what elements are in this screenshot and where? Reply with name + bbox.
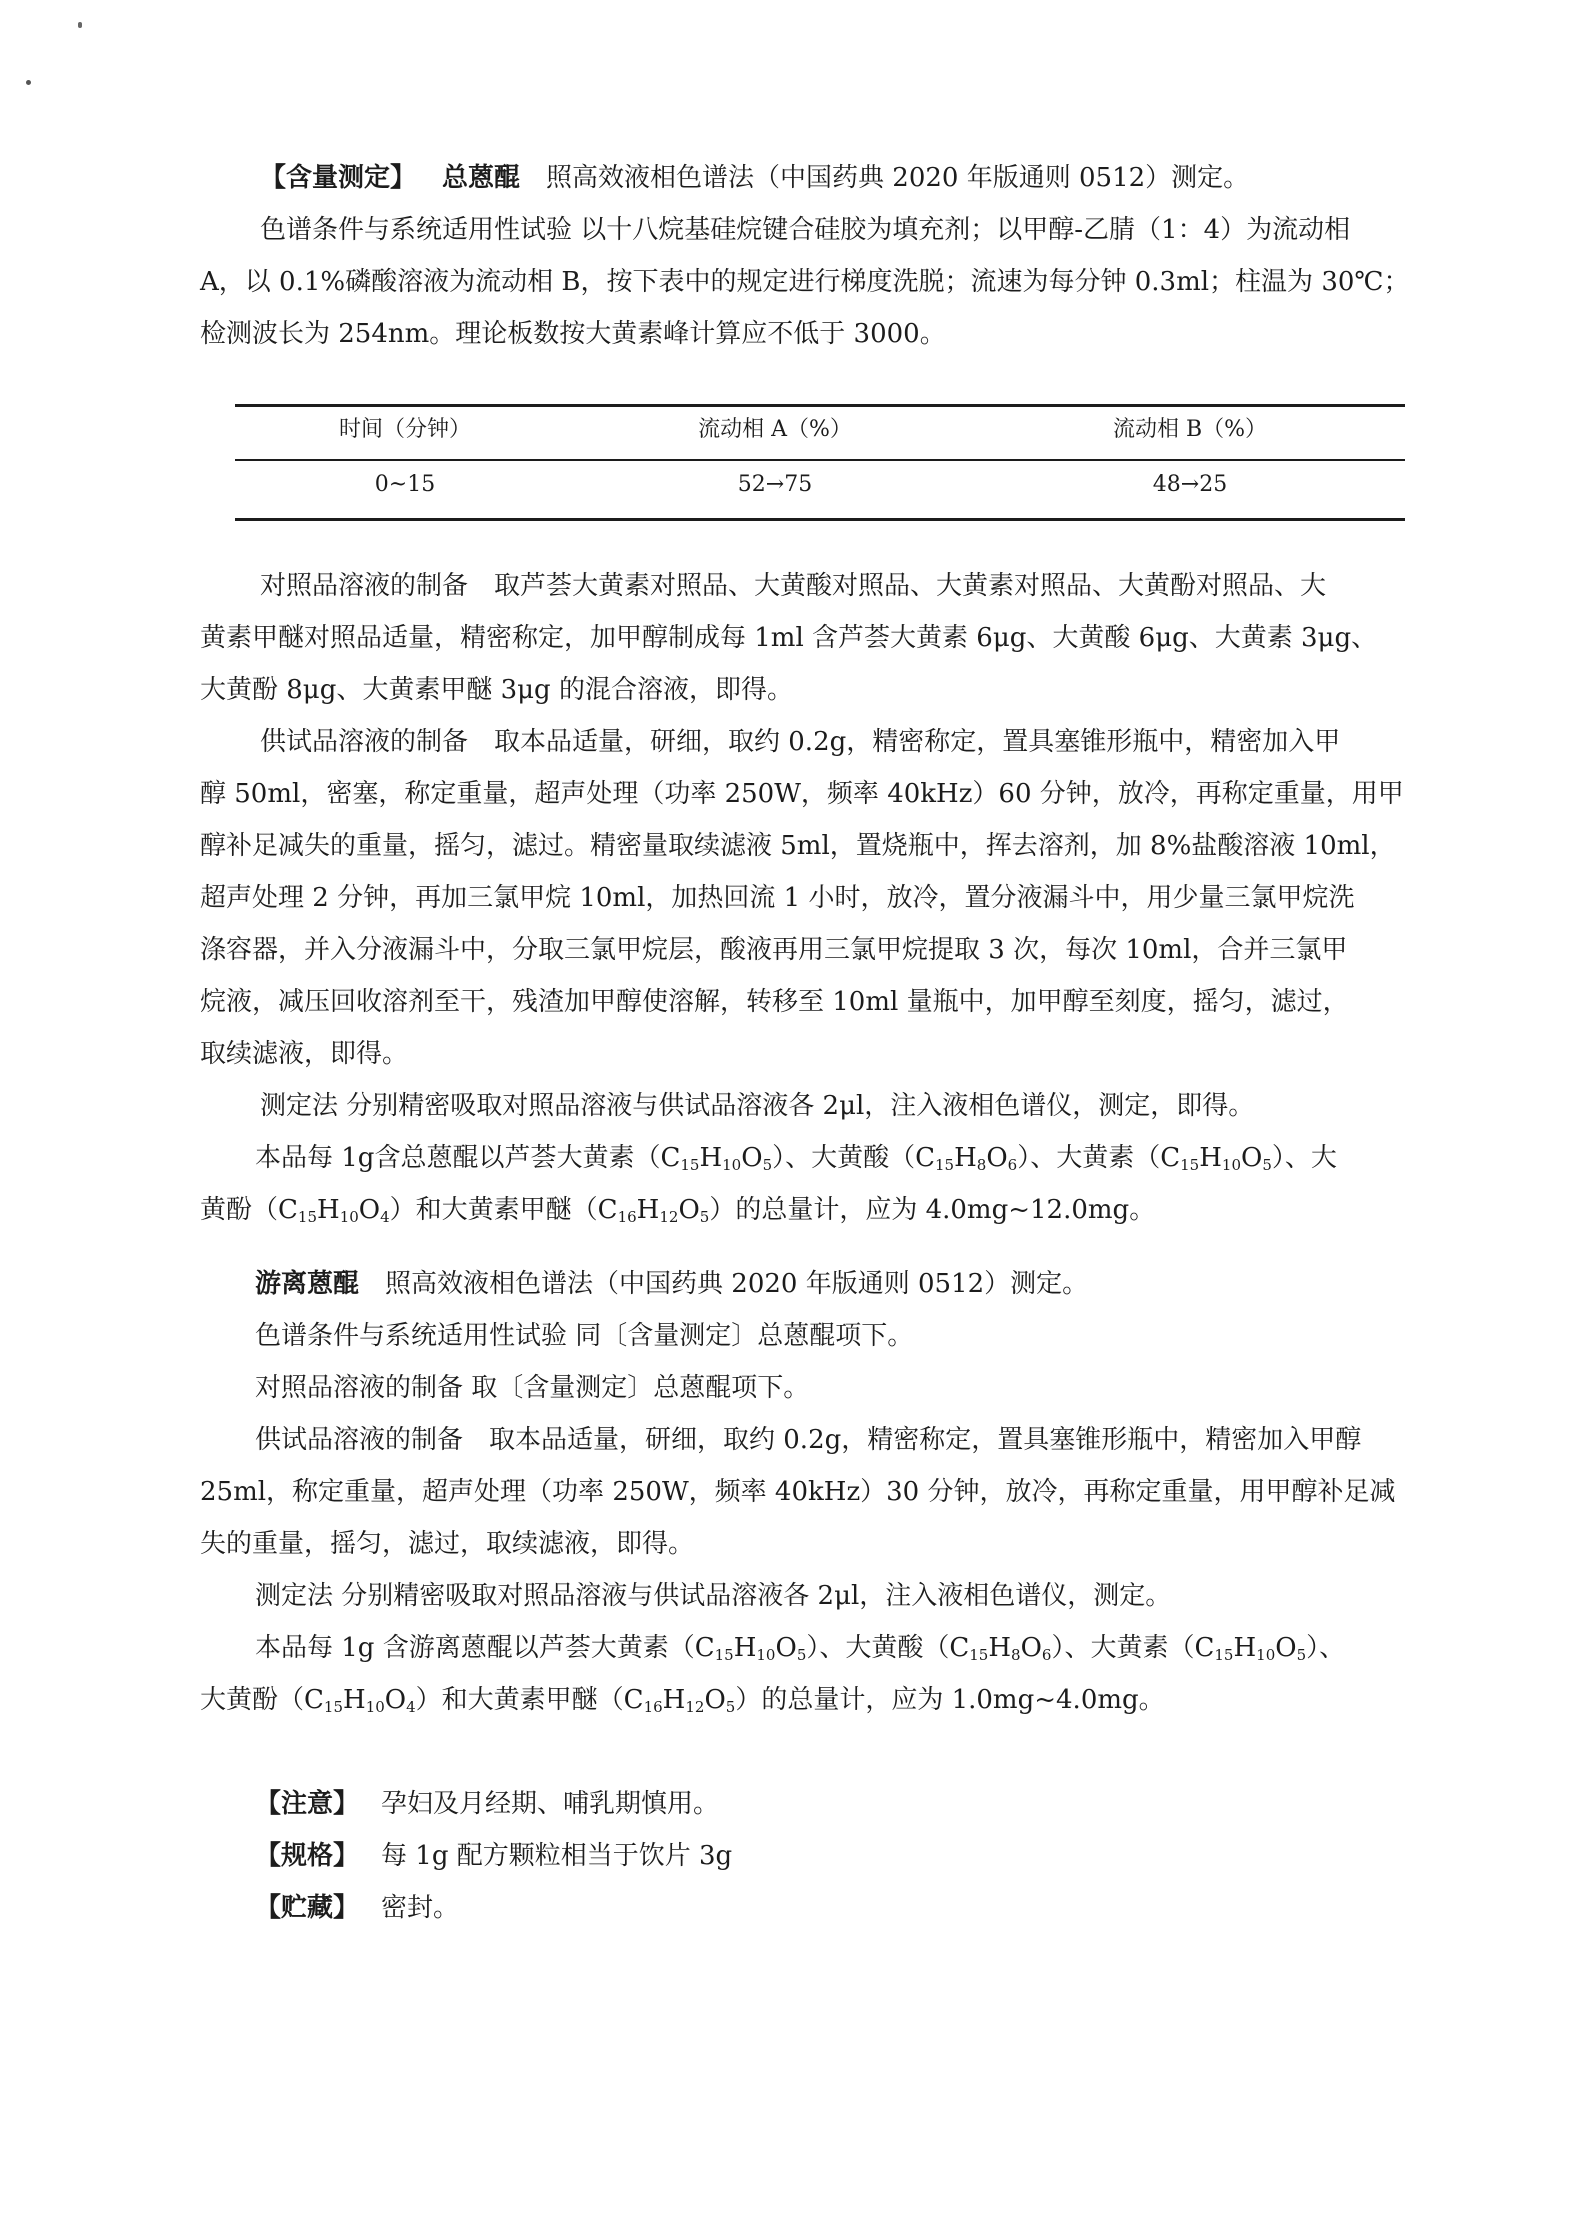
chrom-line-1: 色谱条件与系统适用性试验 以十八烷基硅烷键合硅胶为填充剂；以甲醇-乙腈（1：4）为流动相	[260, 215, 1351, 245]
subscript: 5	[725, 1698, 736, 1716]
subscript: 10	[365, 1698, 385, 1716]
test-line-2: 醇 50ml，密塞，称定重量，超声处理（功率 250W，频率 40kHz）60 分钟，放冷，再称定重量，用甲	[200, 779, 1404, 809]
content-text: O	[1020, 1633, 1042, 1663]
content-free-line-2	[200, 1674, 1440, 1726]
free-test-line-3: 失的重量，摇匀，滤过，取续滤液，即得。	[200, 1529, 695, 1559]
chrom-line-2: A，以 0.1%磷酸溶液为流动相 B，按下表中的规定进行梯度洗脱；流速为每分钟 0.3ml；柱温为 30℃；	[200, 267, 1410, 297]
table-cell-time: 0~15	[374, 472, 436, 497]
table-mid-rule	[235, 459, 1405, 461]
caution-line	[200, 1778, 1440, 1830]
subscript: 6	[1041, 1646, 1052, 1664]
subscript: 4	[380, 1208, 390, 1226]
subscript: 5	[1262, 1156, 1272, 1174]
content-text: H	[733, 1633, 757, 1663]
content-free-line-1	[200, 1622, 1440, 1674]
content-text: O	[1275, 1633, 1297, 1663]
subscript: 12	[685, 1698, 705, 1716]
content-text: O	[678, 1195, 700, 1225]
spec-text: 每 1g 配方颗粒相当于饮片 3g	[381, 1841, 733, 1871]
content-text: ）、	[1306, 1633, 1346, 1663]
free-method-text: 照高效液相色谱法（中国药典 2020 年版通则 0512）测定。	[385, 1269, 1089, 1299]
content-text: O	[358, 1195, 381, 1225]
table-header-phase-a: 流动相 A（%）	[698, 417, 852, 442]
subscript: 10	[722, 1156, 742, 1174]
subscript: 15	[1214, 1646, 1234, 1664]
content-text: H	[954, 1143, 977, 1173]
content-text: O	[1241, 1143, 1263, 1173]
method-line-1: 测定法 分别精密吸取对照品溶液与供试品溶液各 2μl，注入液相色谱仪，测定，即得。	[260, 1091, 1255, 1121]
subscript: 15	[297, 1208, 317, 1226]
content-text: 大黄酚（C	[200, 1685, 324, 1715]
table-cell-phase-b: 48→25	[1152, 472, 1228, 497]
subscript: 12	[659, 1208, 679, 1226]
content-text: ）、大黄素（C	[1017, 1143, 1181, 1173]
content-text: H	[988, 1633, 1012, 1663]
subscript: 16	[617, 1208, 637, 1226]
table-cell-phase-a: 52→75	[737, 472, 813, 497]
content-text: H	[1199, 1143, 1222, 1173]
free-test-line-2: 25ml，称定重量，超声处理（功率 250W，频率 40kHz）30 分钟，放冷，再称定重量，用甲醇补足减	[200, 1477, 1396, 1507]
content-text: H	[1233, 1633, 1257, 1663]
subscript: 6	[1007, 1156, 1018, 1174]
subscript: 10	[339, 1208, 359, 1226]
table-header-phase-b: 流动相 B（%）	[1112, 417, 1268, 442]
content-text: ）和大黄素甲醚（C	[415, 1685, 644, 1715]
content-text: O	[704, 1685, 726, 1715]
content-text: H	[343, 1685, 366, 1715]
subscript: 4	[406, 1698, 416, 1716]
content-text: H	[699, 1143, 723, 1173]
section-label-assay: 【含量测定】	[260, 163, 417, 193]
subscript: 5	[699, 1208, 710, 1226]
notes-section	[200, 1778, 1440, 1934]
content-text: 黄酚（C	[200, 1195, 298, 1225]
spec-line	[200, 1830, 1440, 1882]
subscript: 15	[714, 1646, 734, 1664]
content-text: O	[741, 1143, 763, 1173]
content-text: O	[384, 1685, 407, 1715]
subscript: 5	[1296, 1646, 1307, 1664]
free-method-line: 测定法 分别精密吸取对照品溶液与供试品溶液各 2μl，注入液相色谱仪，测定。	[255, 1581, 1172, 1611]
content-total-line-1	[200, 1132, 1440, 1184]
table-header-time: 时间（分钟）	[338, 417, 471, 442]
content-text: H	[317, 1195, 340, 1225]
content-text: O	[986, 1143, 1008, 1173]
ref-line-1: 对照品溶液的制备 取芦荟大黄素对照品、大黄酸对照品、大黄素对照品、大黄酚对照品、大	[260, 571, 1327, 601]
scan-speck	[26, 80, 31, 85]
subscript: 15	[680, 1156, 700, 1174]
free-ref-line: 对照品溶液的制备 取〔含量测定〕总蒽醌项下。	[255, 1373, 810, 1403]
gradient-table	[235, 404, 1405, 522]
content-text: H	[662, 1685, 686, 1715]
section-label-storage: 【贮藏】	[255, 1893, 360, 1923]
storage-line	[200, 1882, 1440, 1934]
free-heading-line	[200, 1258, 1440, 1310]
content-text: H	[636, 1195, 660, 1225]
assay-subject: 总蒽醌	[442, 163, 521, 193]
storage-text: 密封。	[381, 1893, 460, 1923]
content-text: ）和大黄素甲醚（C	[389, 1195, 618, 1225]
test-line-3: 醇补足减失的重量，摇匀，滤过。精密量取续滤液 5ml，置烧瓶中，挥去溶剂，加 8%盐酸溶液 10ml，	[200, 831, 1396, 861]
free-subject: 游离蒽醌	[255, 1269, 360, 1299]
chrom-line-3: 检测波长为 254nm。理论板数按大黄素峰计算应不低于 3000。	[200, 319, 946, 349]
subscript: 10	[1221, 1156, 1241, 1174]
ref-line-2: 黄素甲醚对照品适量，精密称定，加甲醇制成每 1ml 含芦荟大黄素 6μg、大黄酸 6μg、大黄素 3μg、	[200, 623, 1378, 653]
assay-method-text: 照高效液相色谱法（中国药典 2020 年版通则 0512）测定。	[546, 163, 1250, 193]
subscript: 15	[969, 1646, 989, 1664]
test-line-7: 取续滤液，即得。	[200, 1039, 409, 1069]
table-bottom-rule	[235, 518, 1405, 521]
test-line-6: 烷液，减压回收溶剂至干，残渣加甲醇使溶解，转移至 10ml 量瓶中，加甲醇至刻度，摇匀，滤过，	[200, 987, 1349, 1017]
subscript: 10	[756, 1646, 776, 1664]
subscript: 15	[1180, 1156, 1200, 1174]
scan-speck	[78, 22, 82, 28]
subscript: 10	[1256, 1646, 1276, 1664]
assay-heading-line	[200, 152, 1440, 204]
content-text: 本品每 1g 含游离蒽醌以芦荟大黄素（C	[255, 1633, 715, 1663]
content-text: ）、大黄酸（C	[806, 1633, 970, 1663]
content-text: O	[775, 1633, 797, 1663]
content-text: ）的总量计，应为 4.0mg~12.0mg。	[709, 1195, 1156, 1225]
free-anthraquinone-section	[200, 1258, 1440, 1726]
content-text: ）、大黄素（C	[1051, 1633, 1215, 1663]
section-label-caution: 【注意】	[255, 1789, 360, 1819]
section-label-spec: 【规格】	[255, 1841, 360, 1871]
free-chrom-line: 色谱条件与系统适用性试验 同〔含量测定〕总蒽醌项下。	[255, 1321, 914, 1351]
content-text: ）、大	[1271, 1143, 1337, 1173]
subscript: 8	[976, 1156, 987, 1174]
subscript: 5	[762, 1156, 773, 1174]
subscript: 16	[643, 1698, 663, 1716]
free-test-line-1: 供试品溶液的制备 取本品适量，研细，取约 0.2g，精密称定，置具塞锥形瓶中，精密加入甲醇	[255, 1425, 1362, 1455]
subscript: 5	[796, 1646, 807, 1664]
content-total-line-2	[200, 1184, 1440, 1236]
subscript: 8	[1011, 1646, 1021, 1664]
subscript: 15	[935, 1156, 955, 1174]
content-text: ）、大黄酸（C	[772, 1143, 936, 1173]
content-text: 本品每 1g含总蒽醌以芦荟大黄素（C	[255, 1143, 681, 1173]
test-line-4: 超声处理 2 分钟，再加三氯甲烷 10ml，加热回流 1 小时，放冷，置分液漏斗中，用少量三氯甲烷洗	[200, 883, 1355, 913]
test-line-1: 供试品溶液的制备 取本品适量，研细，取约 0.2g，精密称定，置具塞锥形瓶中，精密加入甲	[260, 727, 1341, 757]
preparation-section	[200, 560, 1440, 1236]
assay-section	[200, 152, 1440, 360]
subscript: 15	[323, 1698, 343, 1716]
table-top-rule	[235, 404, 1405, 407]
content-text: ）的总量计，应为 1.0mg~4.0mg。	[735, 1685, 1165, 1715]
ref-line-3: 大黄酚 8μg、大黄素甲醚 3μg 的混合溶液，即得。	[200, 675, 793, 705]
test-line-5: 涤容器，并入分液漏斗中，分取三氯甲烷层，酸液再用三氯甲烷提取 3 次，每次 10ml，合并三氯甲	[200, 935, 1348, 965]
caution-text: 孕妇及月经期、哺乳期慎用。	[381, 1789, 720, 1819]
